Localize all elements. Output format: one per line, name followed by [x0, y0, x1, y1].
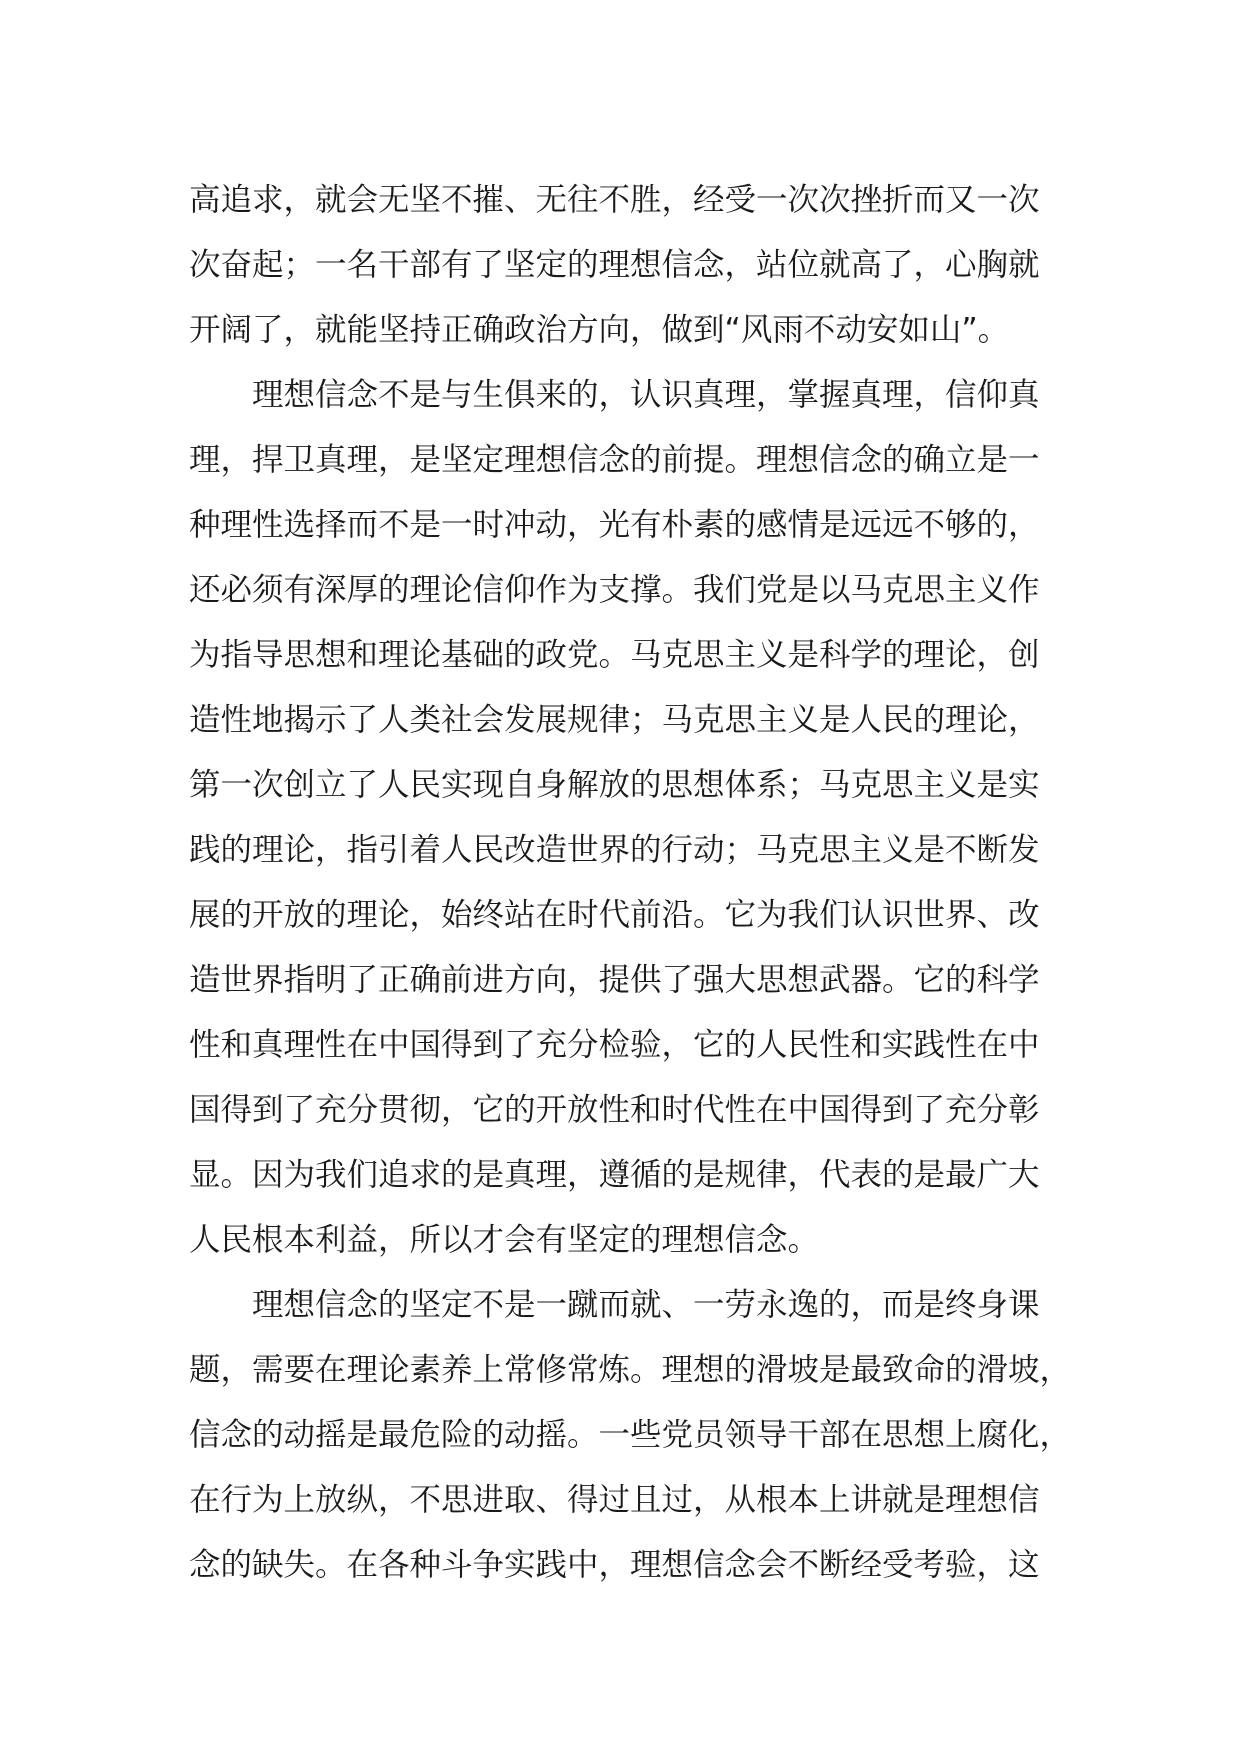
text-line: 国得到了充分贯彻，它的开放性和时代性在中国得到了充分彰	[189, 1092, 1040, 1128]
text-line: 在行为上放纵，不思进取、得过且过，从根本上讲就是理想信	[189, 1482, 1040, 1518]
text-line: 开阔了，就能坚持正确政治方向，做到“风雨不动安如山”。	[189, 312, 1010, 348]
text-line: 造性地揭示了人类社会发展规律；马克思主义是人民的理论，	[189, 702, 1040, 738]
paragraph-start-line: 理想信念的坚定不是一蹴而就、一劳永逸的，而是终身课	[189, 1287, 1040, 1323]
text-line: 种理性选择而不是一时冲动，光有朴素的感情是远远不够的，	[189, 507, 1040, 543]
text-line: 造世界指明了正确前进方向，提供了强大思想武器。它的科学	[189, 962, 1040, 998]
text-line: 信念的动摇是最危险的动摇。一些党员领导干部在思想上腐化，	[189, 1417, 1072, 1453]
text-line: 次奋起；一名干部有了坚定的理想信念，站位就高了，心胸就	[189, 247, 1040, 283]
text-line: 践的理论，指引着人民改造世界的行动；马克思主义是不断发	[189, 832, 1040, 868]
text-line: 性和真理性在中国得到了充分检验，它的人民性和实践性在中	[189, 1027, 1040, 1063]
text-line: 为指导思想和理论基础的政党。马克思主义是科学的理论，创	[189, 637, 1040, 673]
text-line: 展的开放的理论，始终站在时代前沿。它为我们认识世界、改	[189, 897, 1040, 933]
text-line: 人民根本利益，所以才会有坚定的理想信念。	[189, 1222, 820, 1258]
text-line: 第一次创立了人民实现自身解放的思想体系；马克思主义是实	[189, 767, 1040, 803]
text-line: 理，捍卫真理，是坚定理想信念的前提。理想信念的确立是一	[189, 442, 1040, 478]
paragraph-start-line: 理想信念不是与生俱来的，认识真理，掌握真理，信仰真	[189, 377, 1040, 413]
text-line: 还必须有深厚的理论信仰作为支撑。我们党是以马克思主义作	[189, 572, 1040, 608]
text-line: 显。因为我们追求的是真理，遵循的是规律，代表的是最广大	[189, 1157, 1040, 1193]
text-line: 念的缺失。在各种斗争实践中，理想信念会不断经受考验，这	[189, 1547, 1040, 1583]
body-text	[189, 168, 1072, 1598]
text-line: 高追求，就会无坚不摧、无往不胜，经受一次次挫折而又一次	[189, 182, 1040, 218]
text-line: 题，需要在理论素养上常修常炼。理想的滑坡是最致命的滑坡，	[189, 1352, 1072, 1388]
